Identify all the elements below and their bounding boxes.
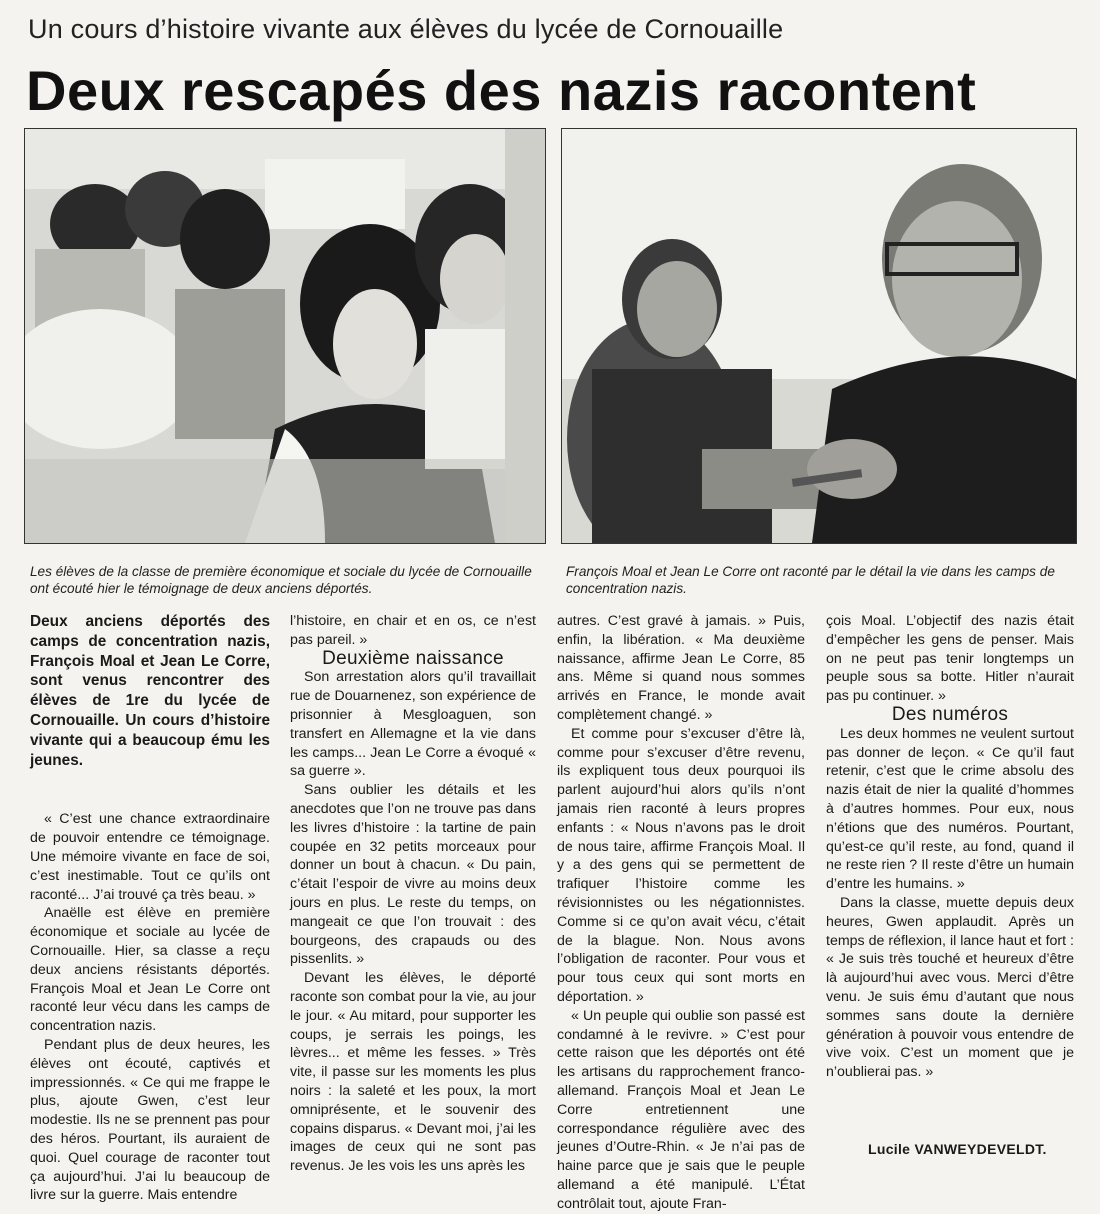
paragraph: « Un peuple qui oublie son passé est condamné à le revivre. » C’est pour cette raison que les déportés ont été les artisans du rapprochement franco-allemand. François Moal et Jean Le Corre entretiennent une correspondance régulière avec des jeunes d’Outre-Rhin. « Je n’ai pas de haine parce que je sais que le peuple allemand a été manipulé. L’État contrôlait tout, ajoute Fran-: [557, 1007, 805, 1212]
subheading-des-numeros: Des numéros: [891, 703, 1009, 725]
paragraph: autres. C’est gravé à jamais. » Puis, enfin, la libération. « Ma deuxième naissance, affirme Jean Le Corre, 85 ans. Même si quand nous sommes arrivés en France, le monde avait complètement changé. »: [557, 613, 805, 723]
paragraph: l’histoire, en chair et en os, ce n’est pas pareil. »: [290, 613, 536, 648]
article-column-3: [557, 612, 805, 1214]
subheading-deuxieme-naissance: Deuxième naissance: [322, 647, 504, 669]
article-column-4: [826, 612, 1074, 1082]
article-kicker: Un cours d’histoire vivante aux élèves du lycée de Cornouaille: [28, 14, 784, 44]
photo-caption-left: Les élèves de la classe de première économique et sociale du lycée de Cornouaille ont écouté hier le témoignage de deux anciens déportés.: [30, 564, 532, 596]
paragraph: Pendant plus de deux heures, les élèves ont écouté, captivés et impressionnés. « Ce qui me frappe le plus, ajoute Gwen, c’est leur modestie. Ils ne se prennent pas pour des héros. Pourtant, ils auraient de quoi. Quel courage de raconter tout ça aujourd’hui. J’ai lu beaucoup de livre sur la guerre. Mais entendre: [30, 1036, 270, 1204]
article-headline: Deux rescapés des nazis racontent: [26, 59, 977, 122]
article-column-1: [30, 612, 270, 1205]
paragraph: çois Moal. L’objectif des nazis était d’empêcher les gens de penser. Mais on ne peut pas tenir longtemps un peuple sous sa botte. Hitler n’aurait pas pu continuer. »: [826, 613, 1074, 705]
paragraph: Les deux hommes ne veulent surtout pas donner de leçon. « Ce qu’il faut retenir, c’est que le crime absolu des nazis était de nier la qualité d’hommes à d’autres hommes. Pour eux, nous n’étions que des numéros. Pourtant, qu’est-ce qu’il reste, au fond, quand il ne reste rien ? Il reste d’être un humain d’entre les humains. »: [826, 725, 1074, 893]
article-byline: Lucile VANWEYDEVELDT.: [868, 1141, 1047, 1157]
photo-students: [24, 128, 546, 544]
photo-caption-right: François Moal et Jean Le Corre ont raconté par le détail la vie dans les camps de concentration nazis.: [566, 564, 1055, 596]
paragraph: Anaëlle est élève en première économique et sociale au lycée de Cornouaille. Hier, sa classe a reçu deux anciens résistants déportés. François Moal et Jean Le Corre ont raconté leur vécu dans les camps de concentration nazis.: [30, 905, 270, 1035]
article-lead: Deux anciens déportés des camps de concentration nazis, François Moal et Jean Le Corre, sont venus rencontrer des élèves de 1re du lycée de Cornouaille. Un cours d’histoire vivante qui a beaucoup ému les jeunes.: [30, 613, 270, 769]
photo-deportees: [561, 128, 1077, 544]
paragraph: Dans la classe, muette depuis deux heures, Gwen applaudit. Après un temps de réflexion, il lance haut et fort : « Je suis très touché et heureux d’être là aujourd’hui avec vous. Merci d’être venu. Je suis ému d’autant que nous sommes sans doute la dernière génération à pouvoir vous entendre de vive voix. C’est un moment que je n’oublierai pas. »: [826, 894, 1074, 1081]
paragraph: Sans oublier les détails et les anecdotes que l’on ne trouve pas dans les livres d’histoire : la tartine de pain coupée en 32 petits morceaux pour donner un bout à chacun. « Du pain, c’était l’espoir de vivre au moins deux jours en plus. Le reste du temps, on mangeait ce que l’on trouvait : des bourgeons, des crapauds ou des pissenlits. »: [290, 782, 536, 968]
article-column-2: [290, 612, 536, 1176]
paragraph: Et comme pour s’excuser d’être là, comme pour s’excuser d’être revenu, ils expliquent tous deux pourquoi ils parlent aujourd’hui alors qu’ils n’ont jamais rien raconté à leurs propres enfants : « Nous n’avons pas le droit de nous taire, affirme François Moal. Il y a des gens qui se permettent de trafiquer l’histoire comme les révisionnistes ou les négationnistes. Comme si ce qu’on avait vécu, c’était de la blague. Non. Nous avons l’obligation de raconter. Pour vous et pour tous ceux qui sont morts en déportation. »: [557, 725, 805, 1005]
paragraph: Son arrestation alors qu’il travaillait rue de Douarnenez, son expérience de prisonnier à Mesgloaguen, son transfert en Allemagne et la vie dans les camps... Jean Le Corre a évoqué « sa guerre ».: [290, 669, 536, 780]
paragraph: « C’est une chance extraordinaire de pouvoir entendre ce témoignage. Une mémoire vivante en face de soi, c’est inestimable. Tout ce qu’ils ont raconté... J’ai trouvé ça très beau. »: [30, 811, 270, 903]
paragraph: Devant les élèves, le déporté raconte son combat pour la vie, au jour le jour. « Au mitard, pour supporter les coups, je serrais les poings, les lèvres... et même les fesses. » Très vite, il passe sur les moments les plus noirs : la saleté et les poux, la mort omniprésente, et le souvenir des copains disparus. « Devant moi, j’ai les images de ceux qui ne sont pas revenus. Je les vois les uns après les: [290, 970, 536, 1175]
